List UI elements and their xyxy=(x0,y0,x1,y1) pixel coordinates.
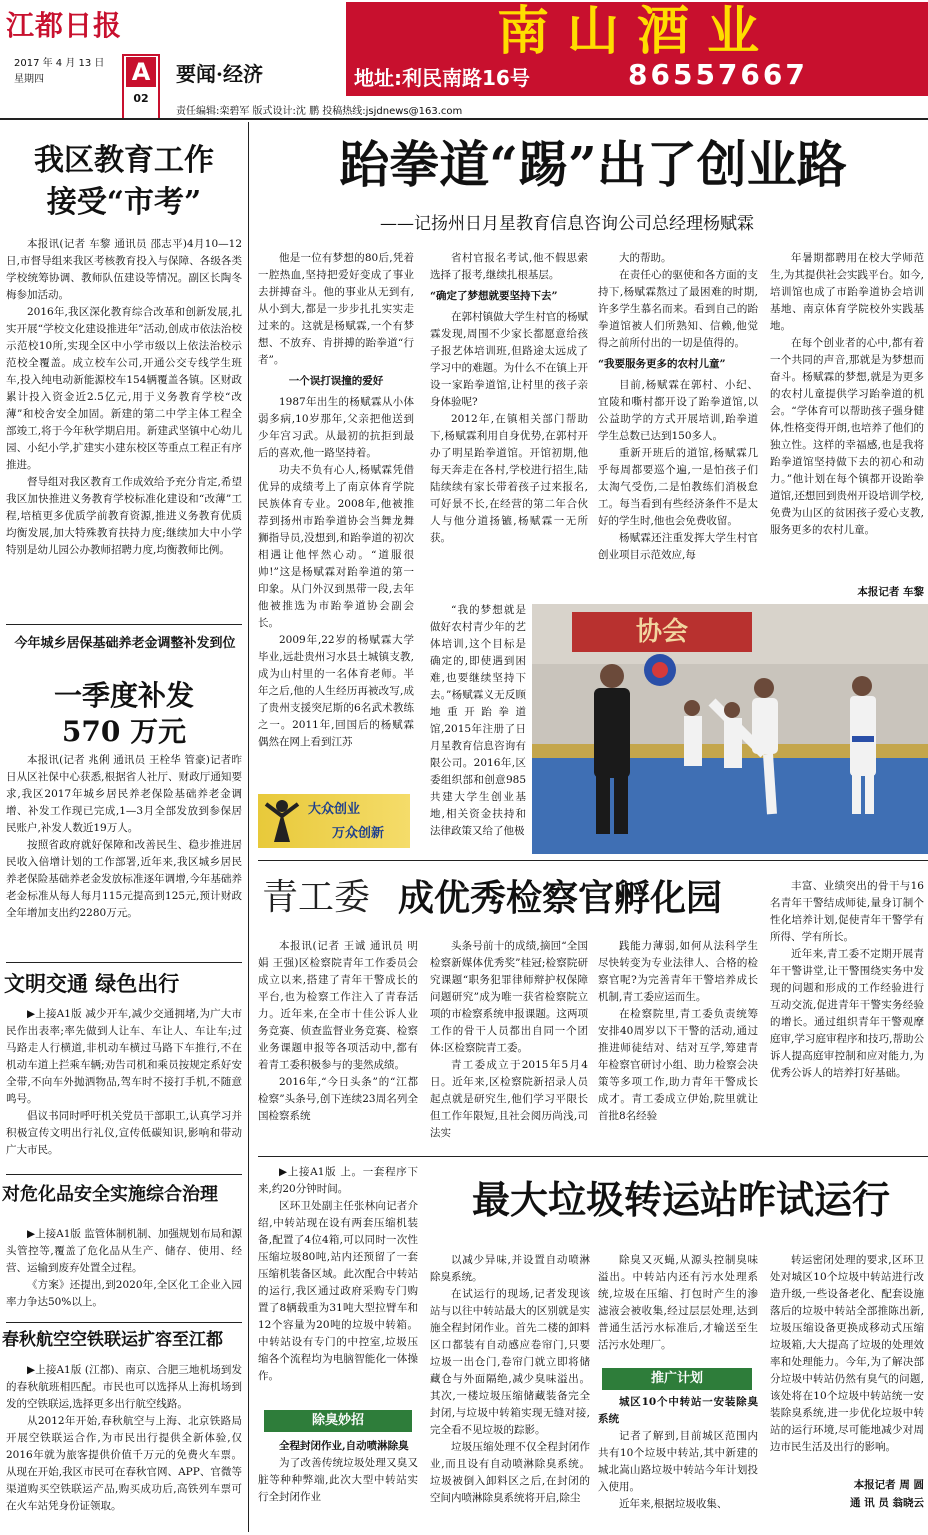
athletes-figures xyxy=(532,604,928,854)
banner-text: 协会 xyxy=(572,612,752,652)
ad-phone: 86557667 xyxy=(628,58,808,91)
masthead-rule xyxy=(0,118,928,120)
feature-headline: 跆拳道“踢”出了创业路 xyxy=(339,135,847,194)
article-headline: 春秋航空空铁联运扩容至江都 xyxy=(2,1330,223,1350)
article-subheading: “确定了梦想就要坚持下去” xyxy=(430,290,558,302)
divider xyxy=(6,624,242,625)
article-headline: 对危化品安全实施综合治理 xyxy=(2,1184,218,1205)
article-body: 城区10个中转站一安装除臭系统 记者了解到,目前城区范围内共有10个垃圾中转站,其中新建的城北嵩山路垃圾中转站今年计划投入使用。 近年来,根据垃圾收集、 xyxy=(598,1396,758,1510)
byline: 本报记者 车黎 xyxy=(857,586,924,598)
article-body: ▶上接A1版 (江都)、南京、合肥三地机场到发的春秋航班相匹配。市民也可以选择从上海机场到发的空铁联运,选择更多出行航空线路。 从2012年开始,春秋航空与上海、北京铁路局开展空铁联运合作,为市民出行提供全新体验,仅2016年就为旅客提供价值千万元的免费火车票。从现在开始,我区市民可在春秋官网、APP、官微等渠道购买空铁联运产品,购买成功后,高铁列车票可在火车站凭身份证领取。 xyxy=(6,1364,242,1512)
article-body: 头条号前十的成绩,摘回“全国检察新媒体优秀奖”桂冠;检察院研究课题“职务犯罪律师辩护权保障问题研究”成为唯一获省检察院立项的市检察系统申报课题。这两项工作的骨干人员都出自同一个团体:区检察院青工委。 青工委成立于2015年5月4日。近年来,区检察院新招录人员起点就是研究生,他们学习平限长但工作年限短,且社会阅历尚浅,司法实 xyxy=(430,940,588,1139)
masthead-logo: 江都日报 xyxy=(6,9,123,42)
article-body: 丰富、业绩突出的骨干与16名青年干警结成师徒,量身订制个性化培养计划,促使青年干警学有所得、学有所长。 近年来,青工委不定期开展青年干警讲堂,让干警围绕实务中发现的问题和形成的工作经验进行互动交流,促进青年干警实务经验的增长。通过组织青年干警观摩庭审,学习庭审程序和技巧,帮助公诉人提高庭审控制和应对能力,为优秀公诉人的培养打好基础。 xyxy=(770,880,924,1079)
subsection-label: 除臭妙招 xyxy=(264,1410,412,1432)
article-body: 全程封闭作业,自动喷淋除臭 为了改善传统垃圾处理又臭又脏等种种弊端,此次大型中转站实行全封闭作业 xyxy=(258,1440,418,1503)
article-body: ▶上接A1版 监管体制机制、加强规划布局和源头管控等,覆盖了危化品从生产、储存、使用、经营、运输到废弃处置全过程。 《方案》还提出,到2020年,全区化工企业入园率力争达50%以上。 xyxy=(6,1228,242,1308)
article-headline: 文明交通 绿色出行 xyxy=(4,971,180,996)
divider xyxy=(6,1322,242,1323)
article-body: 省村官报名考试,他不假思索选择了报考,继续扎根基层。 “确定了梦想就要坚持下去” 在郭村镇做大学生村官的杨赋霖发现,周围不少家长都愿意给孩子报艺体培训班,但路途太远成了学习中的难题。为什么不在镇上开设一家跆拳道馆,让村里的孩子亲身体验呢? 2012年,在镇相关部门帮助下,杨赋霖利用自身优势,在郭村开办了明星跆拳道馆。开馆初期,他每天奔走在各村,学校进行招生,陆陆续续有家长带着孩子过来报名,可好景不长,在经营的第二年合伙人与他分道扬镳,杨赋霖一无所获。 xyxy=(430,252,588,544)
article-subheading: 一个误打误撞的爱好 xyxy=(288,375,384,387)
ad-title: 南山酒业 xyxy=(496,2,777,62)
badge-line-2: 万众创新 xyxy=(332,826,385,841)
column-divider xyxy=(248,122,249,1532)
article-headline-prefix: 青工委 xyxy=(262,877,371,918)
page-number: 02 xyxy=(133,92,149,105)
article-body: 践能力薄弱,如何从法科学生尽快转变为专业法律人、合格的检察官呢?为完善青年干警培养成长机制,青工委应运而生。 在检察院里,青工委负责统筹安排40周岁以下干警的活动,通过推进师徒结对、结对互学,筹建青年检察官研讨小组、助力检察会决策等多项工作,助力青年干警成长成才。青工委成立伊始,院里就让首批8名经验 xyxy=(598,940,758,1122)
article-body: 年暑期都聘用在校大学师范生,为其提供社会实践平台。如今,培训馆也成了市跆拳道协会培训基地、南京体育学院校外实践基地。 在每个创业者的心中,都有着一个共同的声音,那就是为梦想而奋斗。杨赋霖的梦想,就是为更多的农村儿童提供学习跆拳道的机会。“学体育可以帮助孩子强身健体,性格变得开朗,也培养了他们的独立性。这样的幸福感,也是我将跆拳道馆坚持做下去的初心和动力。”他计划在每个镇都开设跆拳道馆,还想回到贵州开设培训学校,免费为山区的贫困孩子爱心支教,服务更多的农村儿童。 xyxy=(770,252,924,536)
article-body: ▶上接A1版 减少开车,减少交通拥堵,为广大市民作出表率;率先做到人让车、车让人、车让车;过马路走人行横道,非机动车横过马路下车推行,不在机动车道上拦乘车辆;劝告司机和乘员按规定系好安全带,不向车外抛洒物品,驾车时不接打手机,不随意鸣号。 倡议书同时呼吁机关党员干部职工,认真学习并积极宣传文明出行礼仪,宣传低碳知识,影响和带动广大市民。 xyxy=(6,1008,242,1156)
slogan-badge xyxy=(258,794,410,848)
subsection-label: 推广计划 xyxy=(602,1368,752,1390)
article-body: ▶上接A1版 上。一套程序下来,约20分钟时间。 区环卫处副主任张林向记者介绍,中转站现在设有两套压缩机装备,配置了4位4箱,可以同时一次性压缩垃圾80吨,站内还预留了一套压缩机装备区域。此次配合中转站的运行,我区通过政府采购专门购置了8辆载重为31吨大型拉臂车和12个容量为20吨的垃圾中转箱。中转站设有专门的中控室,垃圾压缩各个流程均为电脑智能化一体操作。 xyxy=(258,1166,418,1382)
article-body: 本报讯(记者 车黎 通讯员 邵志平)4月10—12日,市督导组来我区考核教育投入与保障、各级各类学校统筹协调、教师队伍建设等情况。副区长陶冬梅参加活动。 2016年,我区深化教育综合改革和创新发展,扎实开展“学校文化建设推进年”活动,创成市依法治校示范校10所,实现全区中小学市级以上依法治校示范校全覆盖。成立校车公司,开通公交专线学生班车,投入纯电动新能源校车154辆覆盖各镇。区财政累计投入资金近2.5亿元,用于义务教育学校“改薄”和校舍安全加固。新建的第二中学主体工程全部竣工,将于今年秋学期启用。新建武坚镇中心幼儿园、小纪小学,扩建实小建东校区等重点工程正有序推进。 督导组对我区教育工作成效给予充分肯定,希望我区加快推进义务教育学校标准化建设和“改薄”工程,培植更多优质学前教育资源,推进义务教育优质均衡发展,加大特殊教育扶持力度;继续加大中小学特别是幼儿园公办教师招聘力度,均衡教师比例。 xyxy=(6,238,242,556)
feature-subtitle: ——记扬州日月星教育信息咨询公司总经理杨赋霖 xyxy=(380,214,754,234)
issue-weekday: 星期四 xyxy=(14,74,44,85)
section-divider xyxy=(258,860,928,861)
divider xyxy=(6,1174,242,1175)
article-kicker: 今年城乡居保基础养老金调整补发到位 xyxy=(14,636,236,651)
byline: 本报记者 周 圆 通 讯 员 翁晓云 xyxy=(850,1479,924,1509)
article-body: 除臭又灭蝇,从源头控制臭味溢出。中转站内还有污水处理系统,垃圾在压缩、打包时产生的渗滤液会被收集,经过层层处理,达到普通生活污水标准后,才输送至生活污水处理厂。 xyxy=(598,1254,758,1351)
article-body: “我的梦想就是做好农村青少年的艺体培训,这个目标是确定的,即使遇到困难,也要继续坚持下去。”杨赋霖义无反顾地重开跆拳道馆,2015年注册了日月星教育信息咨询有限公司。2016年,区委组织部和创意985共建大学生创业基地,相关资金扶持和法律政策又给了他极 xyxy=(430,604,526,837)
advertisement-banner xyxy=(346,2,928,96)
article-headline: 我区教育工作 接受“市考” xyxy=(34,143,214,220)
divider xyxy=(6,962,242,963)
article-subheading: “我要服务更多的农村儿童” xyxy=(598,358,726,370)
article-headline: 一季度补发 570 万元 xyxy=(53,679,194,748)
article-headline: 成优秀检察官孵化园 xyxy=(398,877,723,919)
ad-address: 地址:利民南路16号 xyxy=(354,66,530,90)
article-body: 大的帮助。 在责任心的驱使和各方面的支持下,杨赋霖熬过了最困难的时期,许多学生慕名而来。看到自己的跆拳道馆被人们所熟知、信赖,他觉得之前所付出的一切是值得的。 “我要服务更多的农村儿童” 目前,杨赋霖在郭村、小纪、宜陵和嘶村都开设了跆拳道馆,以公益助学的方式开展培训,跆拳道学生总数已达到150多人。 重新开班后的道馆,杨赋霖几乎每周都要巡个遍,一是怕孩子们太淘气受伤,二是怕教练们消极怠工。每当看到有些经济条件不是太好的学生时,他也会免费收留。 杨赋霖还注重发挥大学生村官创业项目示范效应,每 xyxy=(598,252,758,561)
taekwondo-photo xyxy=(532,604,928,854)
badge-line-1: 大众创业 xyxy=(308,802,361,817)
editor-credits: 责任编辑:栾碧军 版式设计:沈 鹏 投稿热线:jsjdnews@163.com xyxy=(176,106,463,117)
article-body: 以减少异味,并设置自动喷淋除臭系统。 在试运行的现场,记者发现该站与以往中转站最大的区别就是实施全程封闭作业。首先二楼的卸料区口都装有自动感应卷帘门,只要垃圾一出仓门,卷帘门就立即将储藏仓与外面隔绝,减少臭味溢出。其次,一楼垃圾压缩储藏装备完全封闭,与垃圾中转箱实现无缝对接,完全看不见垃圾的踪影。 垃圾压缩处理不仅全程封闭作业,而且设有自动喷淋除臭系统。垃圾被倒入卸料区之后,在封闭的空间内喷淋除臭系统将开启,除尘 xyxy=(430,1254,590,1504)
section-divider xyxy=(258,1156,928,1157)
section-title: 要闻·经济 xyxy=(176,62,263,86)
page-letter: A xyxy=(126,57,156,87)
silhouette-icon xyxy=(262,794,302,848)
article-body: 他是一位有梦想的80后,凭着一腔热血,坚持把爱好变成了事业去拼搏奋斗。他的事业从无到有,从小到大,都是一步步扎扎实实走过来的。这就是杨赋霖,一个有梦想、不放弃、肯拼搏的跆拳道“行者”。 一个误打误撞的爱好 1987年出生的杨赋霖从小体弱多病,10岁那年,父亲把他送到少年宫习武。从最初的抗拒到最后的喜欢,他一路坚持着。 功夫不负有心人,杨赋霖凭借优异的成绩考上了南京体育学院民族体育专业。2008年,他被推荐到扬州市跆拳道协会当舞龙舞狮指导员,没想到,和跆拳道的初次相遇让他怦然心动。“道服很帅!”这是杨赋霖对跆拳道的第一印象。从门外汉到黑带一段,去年他被推选为市跆拳道协会副会长。 2009年,22岁的杨赋霖大学毕业,远赴贵州习水县土城镇支教,成为山村里的一名体育老师。半年之后,他的人生经历再被改写,成了贵州支援突尼斯的6名武术教练之一。2011年,回国后的杨赋霖偶然在网上看到江苏 xyxy=(258,252,414,748)
article-body: 本报讯(记者 兆俐 通讯员 王栓华 管豪)记者昨日从区社保中心获悉,根据省人社厅、财政厅通知要求,我区2017年城乡居民养老保险基础养老金调增、补发工作现已完成,1—3月全部发放到参保居民账户,补发人数近19万人。 按照省政府就好保障和改善民生、稳步推进居民收入倍增计划的工作部署,近年来,我区城乡居民养老保险基础养老金发放标准逐年调增,今年基础养老金标准从每人每月115元提高到125元,预计财政全年增加支出约2280万元。 xyxy=(6,754,242,919)
article-headline: 最大垃圾转运站昨试运行 xyxy=(471,1177,890,1222)
article-body: 本报讯(记者 王诚 通讯员 明娟 王强)区检察院青年工作委员会成立以来,搭建了青年干警成长的平台,也为检察工作注入了青春活力。近年来,在全市十佳公诉人业务竞赛、侦查监督业务竞赛、检察业务课题申报等各项活动中,都有着青工委积极参与的斐然成绩。 2016年,“今日头条”的“江都检察”头条号,创下连续23周名列全国检察系统 xyxy=(258,940,418,1122)
page-indicator xyxy=(122,54,160,120)
article-body: 转运密闭处理的要求,区环卫处对城区10个垃圾中转站进行改造升级,一些设备老化、配套设施落后的垃圾中转站全部推陈出新,垃圾压缩设备更换成移动式压缩垃圾箱,大大提高了垃圾的处理效率和处理能力。今年,为了解决部分垃圾中转站仍然有臭气的问题,该处将在10个垃圾中转站统一安装除臭系统,进一步优化垃圾中转站的运行环境,尽可能地减少对周边市民生活及出行的影响。 xyxy=(770,1254,924,1453)
issue-date: 2017 年 4 月 13 日 xyxy=(14,58,105,69)
